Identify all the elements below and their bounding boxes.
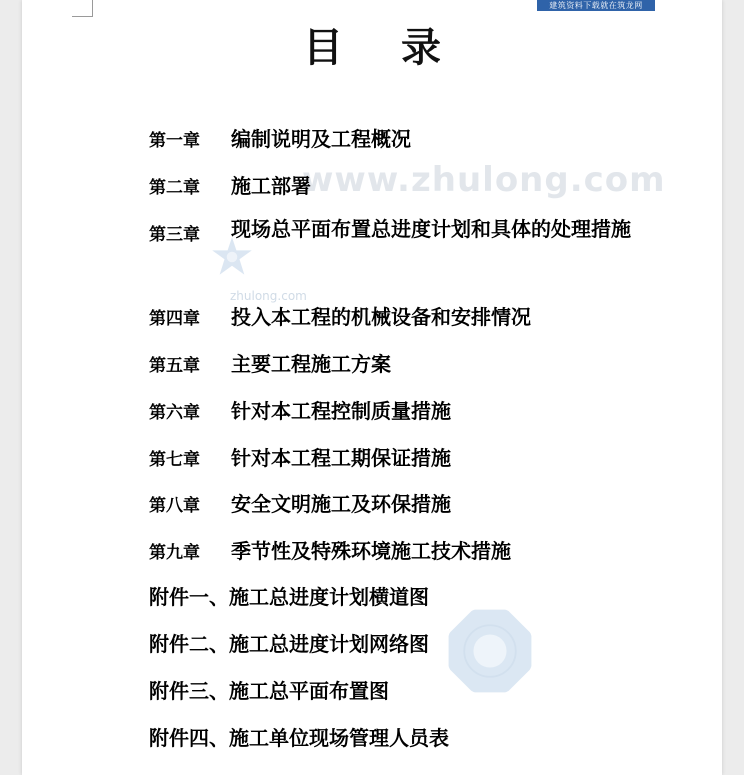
appendix-item: 附件三、施工总平面布置图 [149, 679, 389, 703]
chapter-title: 编制说明及工程概况 [231, 127, 411, 151]
chapter-label: 第二章 [149, 178, 200, 198]
watermark-small-text: zhulong.com [230, 289, 307, 303]
appendix-item: 附件四、施工单位现场管理人员表 [149, 726, 449, 750]
chapter-label: 第三章 [149, 225, 200, 245]
chapter-label: 第五章 [149, 356, 200, 376]
chapter-title: 主要工程施工方案 [231, 352, 391, 376]
chapter-label: 第七章 [149, 450, 200, 470]
chapter-label: 第四章 [149, 309, 200, 329]
chapter-label: 第八章 [149, 496, 200, 516]
chapter-title: 安全文明施工及环保措施 [231, 492, 451, 516]
chapter-title: 季节性及特殊环境施工技术措施 [231, 539, 511, 563]
table-of-contents [22, 0, 722, 775]
chapter-title: 现场总平面布置总进度计划和具体的处理措施 [231, 217, 631, 241]
chapter-title: 投入本工程的机械设备和安排情况 [231, 305, 531, 329]
chapter-label: 第九章 [149, 543, 200, 563]
chapter-label: 第六章 [149, 403, 200, 423]
chapter-label: 第一章 [149, 131, 200, 151]
site-banner[interactable]: 建筑资料下载就在筑龙网 [537, 0, 655, 11]
chapter-title: 施工部署 [231, 174, 311, 198]
chapter-title: 针对本工程控制质量措施 [231, 399, 451, 423]
appendix-item: 附件一、施工总进度计划横道图 [149, 585, 429, 609]
chapter-title: 针对本工程工期保证措施 [231, 446, 451, 470]
document-page [22, 0, 722, 775]
page-title: 目 录 [303, 24, 463, 71]
appendix-item: 附件二、施工总进度计划网络图 [149, 632, 429, 656]
watermark-text: www.zhulong.com [302, 160, 666, 200]
